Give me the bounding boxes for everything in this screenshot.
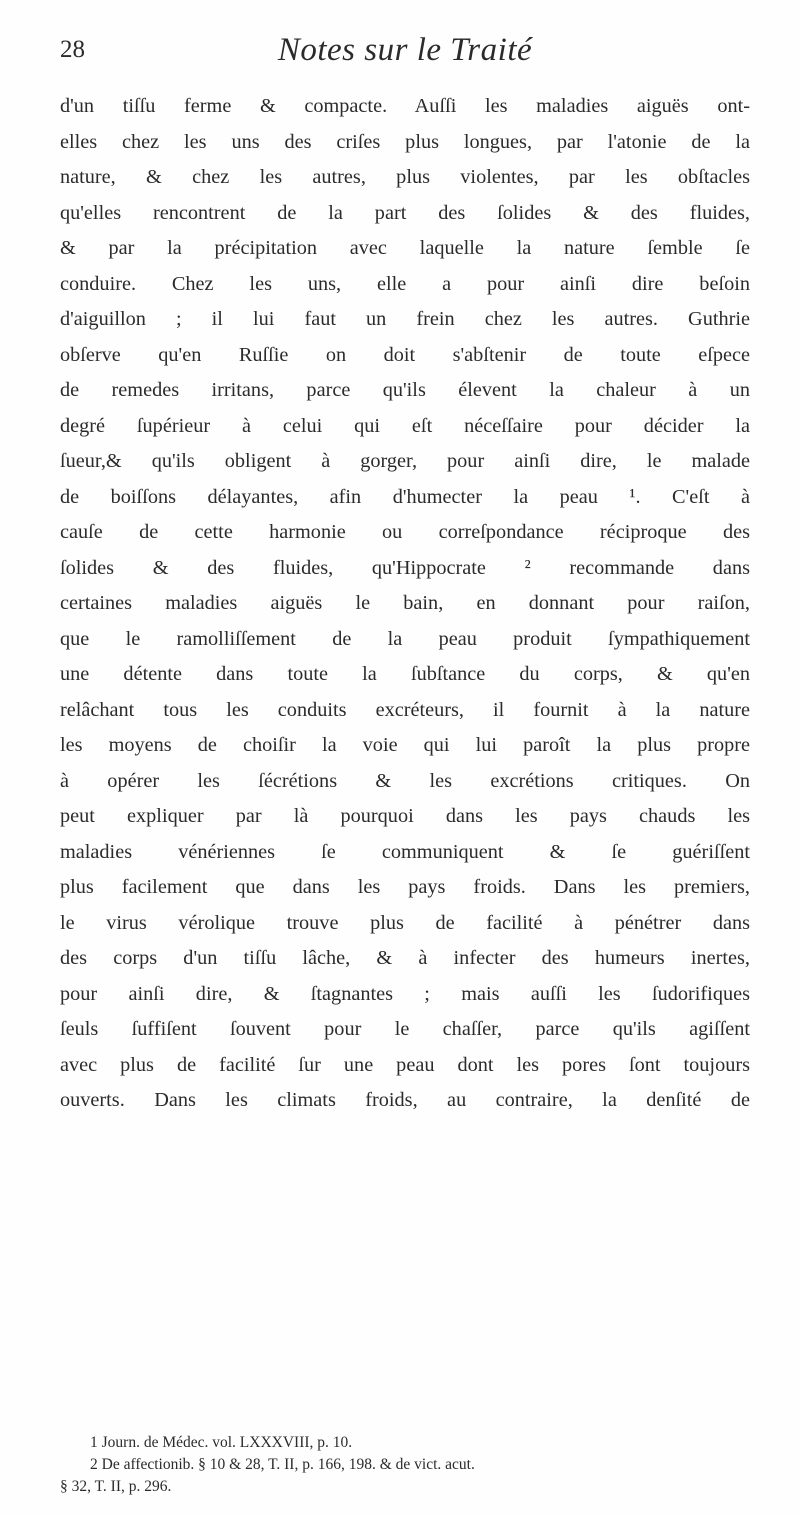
running-title: Notes sur le Traité xyxy=(277,32,533,68)
text-line: le virus vérolique trouve plus de facilité à pénétrer dans xyxy=(60,911,750,934)
text-line: à opérer les ſécrétions & les excrétions critiques. On xyxy=(60,769,750,792)
footnotes xyxy=(60,1432,750,1498)
text-line: relâchant tous les conduits excréteurs, il fournit à la nature xyxy=(60,698,750,721)
text-line: que le ramolliſſement de la peau produit ſympathiquement xyxy=(60,627,750,650)
text-line: d'aiguillon ; il lui faut un frein chez les autres. Guthrie xyxy=(60,308,750,330)
body-text xyxy=(60,89,750,1119)
text-line: d'un tiſſu ferme & compacte. Auſſi les maladies aiguës ont- xyxy=(60,95,750,117)
text-line: & par la précipitation avec laquelle la nature ſemble ſe xyxy=(60,237,750,259)
page-number: 28 xyxy=(60,36,85,63)
footnote-1: 1 Journ. de Médec. vol. LXXXVIII, p. 10. xyxy=(90,1434,353,1451)
running-head xyxy=(60,24,750,70)
text-line: ſueur,& qu'ils obligent à gorger, pour ainſi dire, le malade xyxy=(60,450,750,472)
text-line: de boiſſons délayantes, afin d'humecter la peau ¹. C'eſt à xyxy=(60,485,750,508)
text-line: avec plus de facilité ſur une peau dont les pores ſont toujours xyxy=(60,1053,750,1076)
text-line: des corps d'un tiſſu lâche, & à infecter des humeurs inertes, xyxy=(60,947,750,969)
text-line: ouverts. Dans les climats froids, au contraire, la denſité de xyxy=(60,1089,750,1111)
text-line: une détente dans toute la ſubſtance du corps, & qu'en xyxy=(60,663,750,685)
text-line: cauſe de cette harmonie ou correſpondance réciproque des xyxy=(60,521,750,543)
text-line: maladies vénériennes ſe communiquent & ſe guériſſent xyxy=(60,840,750,863)
text-line: ſolides & des fluides, qu'Hippocrate ² recommande dans xyxy=(60,556,750,579)
text-line: peut expliquer par là pourquoi dans les pays chauds les xyxy=(60,805,750,827)
text-line: degré ſupérieur à celui qui eſt néceſſaire pour décider la xyxy=(60,414,750,437)
text-line: les moyens de choiſir la voie qui lui paroît la plus propre xyxy=(60,734,750,756)
text-line: conduire. Chez les uns, elle a pour ainſi dire beſoin xyxy=(60,272,750,295)
text-line: de remedes irritans, parce qu'ils élevent la chaleur à un xyxy=(60,379,750,401)
text-line: ſeuls ſuffiſent ſouvent pour le chaſſer, parce qu'ils agiſſent xyxy=(60,1018,750,1040)
text-line: pour ainſi dire, & ſtagnantes ; mais auſſi les ſudorifiques xyxy=(60,982,750,1005)
text-line: elles chez les uns des criſes plus longues, par l'atonie de la xyxy=(60,130,750,153)
footnote-2-continued: § 32, T. II, p. 296. xyxy=(60,1478,172,1495)
text-line: qu'elles rencontrent de la part des ſolides & des fluides, xyxy=(60,201,750,224)
text-line: certaines maladies aiguës le bain, en donnant pour raiſon, xyxy=(60,592,750,614)
text-line: nature, & chez les autres, plus violentes, par les obſtacles xyxy=(60,166,750,188)
text-line: obſerve qu'en Ruſſie on doit s'abſtenir de toute eſpece xyxy=(60,343,750,366)
text-line: plus facilement que dans les pays froids. Dans les premiers, xyxy=(60,876,750,898)
footnote-2: 2 De affectionib. § 10 & 28, T. II, p. 166, 198. & de vict. acut. xyxy=(90,1456,475,1473)
